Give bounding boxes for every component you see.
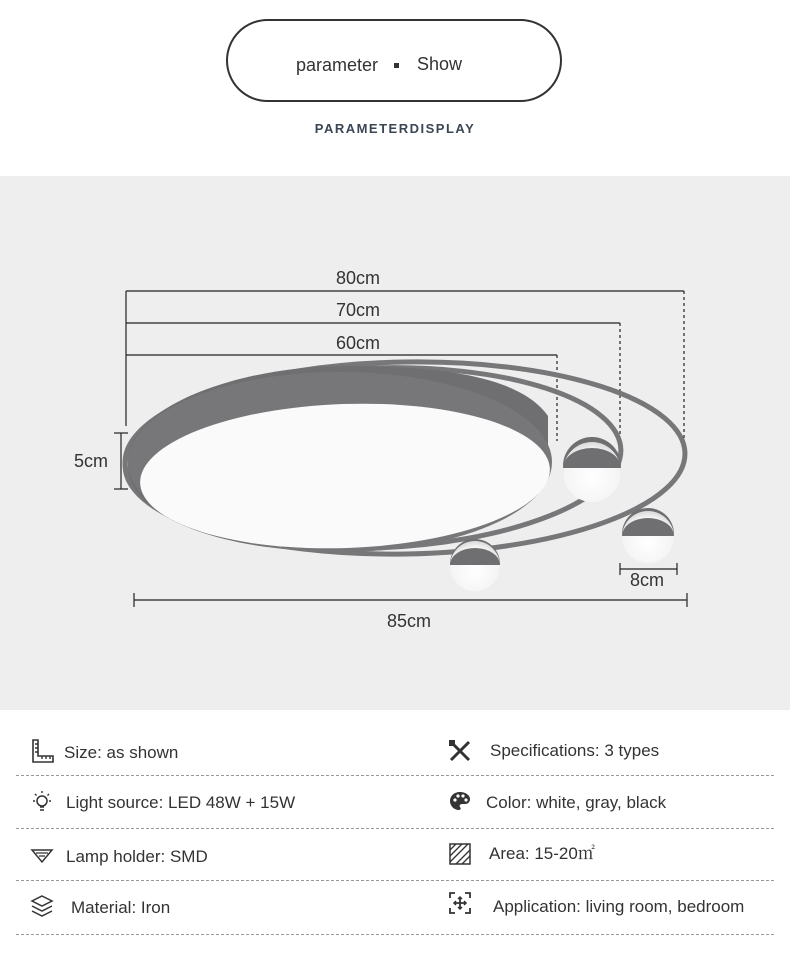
dim-label-height: 5cm [74, 451, 109, 471]
pill-right-label: Show [417, 54, 463, 74]
palette-icon [448, 790, 472, 814]
spec-application: Application: living room, bedroom [493, 897, 745, 916]
dim-label-70: 70cm [336, 300, 381, 320]
dim-label-80: 80cm [336, 268, 381, 288]
tools-icon [448, 739, 472, 763]
spec-list [0, 710, 790, 956]
row-divider [16, 934, 774, 935]
row-divider [16, 880, 774, 881]
light-bulb-icon [30, 790, 54, 814]
spec-size: Size: as shown [64, 743, 179, 762]
spec-specifications: Specifications: 3 types [490, 741, 660, 760]
dim-label-total: 85cm [387, 611, 432, 631]
spec-light-source: Light source: LED 48W + 15W [66, 793, 296, 812]
ruler-icon [30, 739, 54, 763]
pill-separator-dot [394, 63, 399, 68]
lamp-holder-icon [30, 844, 54, 868]
product-dimension-diagram [0, 176, 790, 710]
dim-label-60: 60cm [336, 333, 381, 353]
spec-color: Color: white, gray, black [486, 793, 667, 812]
pill-left-label: parameter [296, 55, 379, 75]
application-icon [448, 891, 472, 915]
row-divider [16, 775, 774, 776]
row-divider [16, 828, 774, 829]
header [0, 0, 790, 176]
section-subtitle: PARAMETERDISPLAY [314, 121, 476, 136]
area-icon [448, 842, 472, 866]
parameter-pill [226, 19, 562, 102]
dim-label-ball: 8cm [630, 570, 665, 590]
spec-area: Area: 15-20㎡ [489, 844, 595, 863]
layers-icon [30, 894, 54, 918]
spec-lamp-holder: Lamp holder: SMD [66, 847, 208, 866]
spec-material: Material: Iron [71, 898, 171, 917]
